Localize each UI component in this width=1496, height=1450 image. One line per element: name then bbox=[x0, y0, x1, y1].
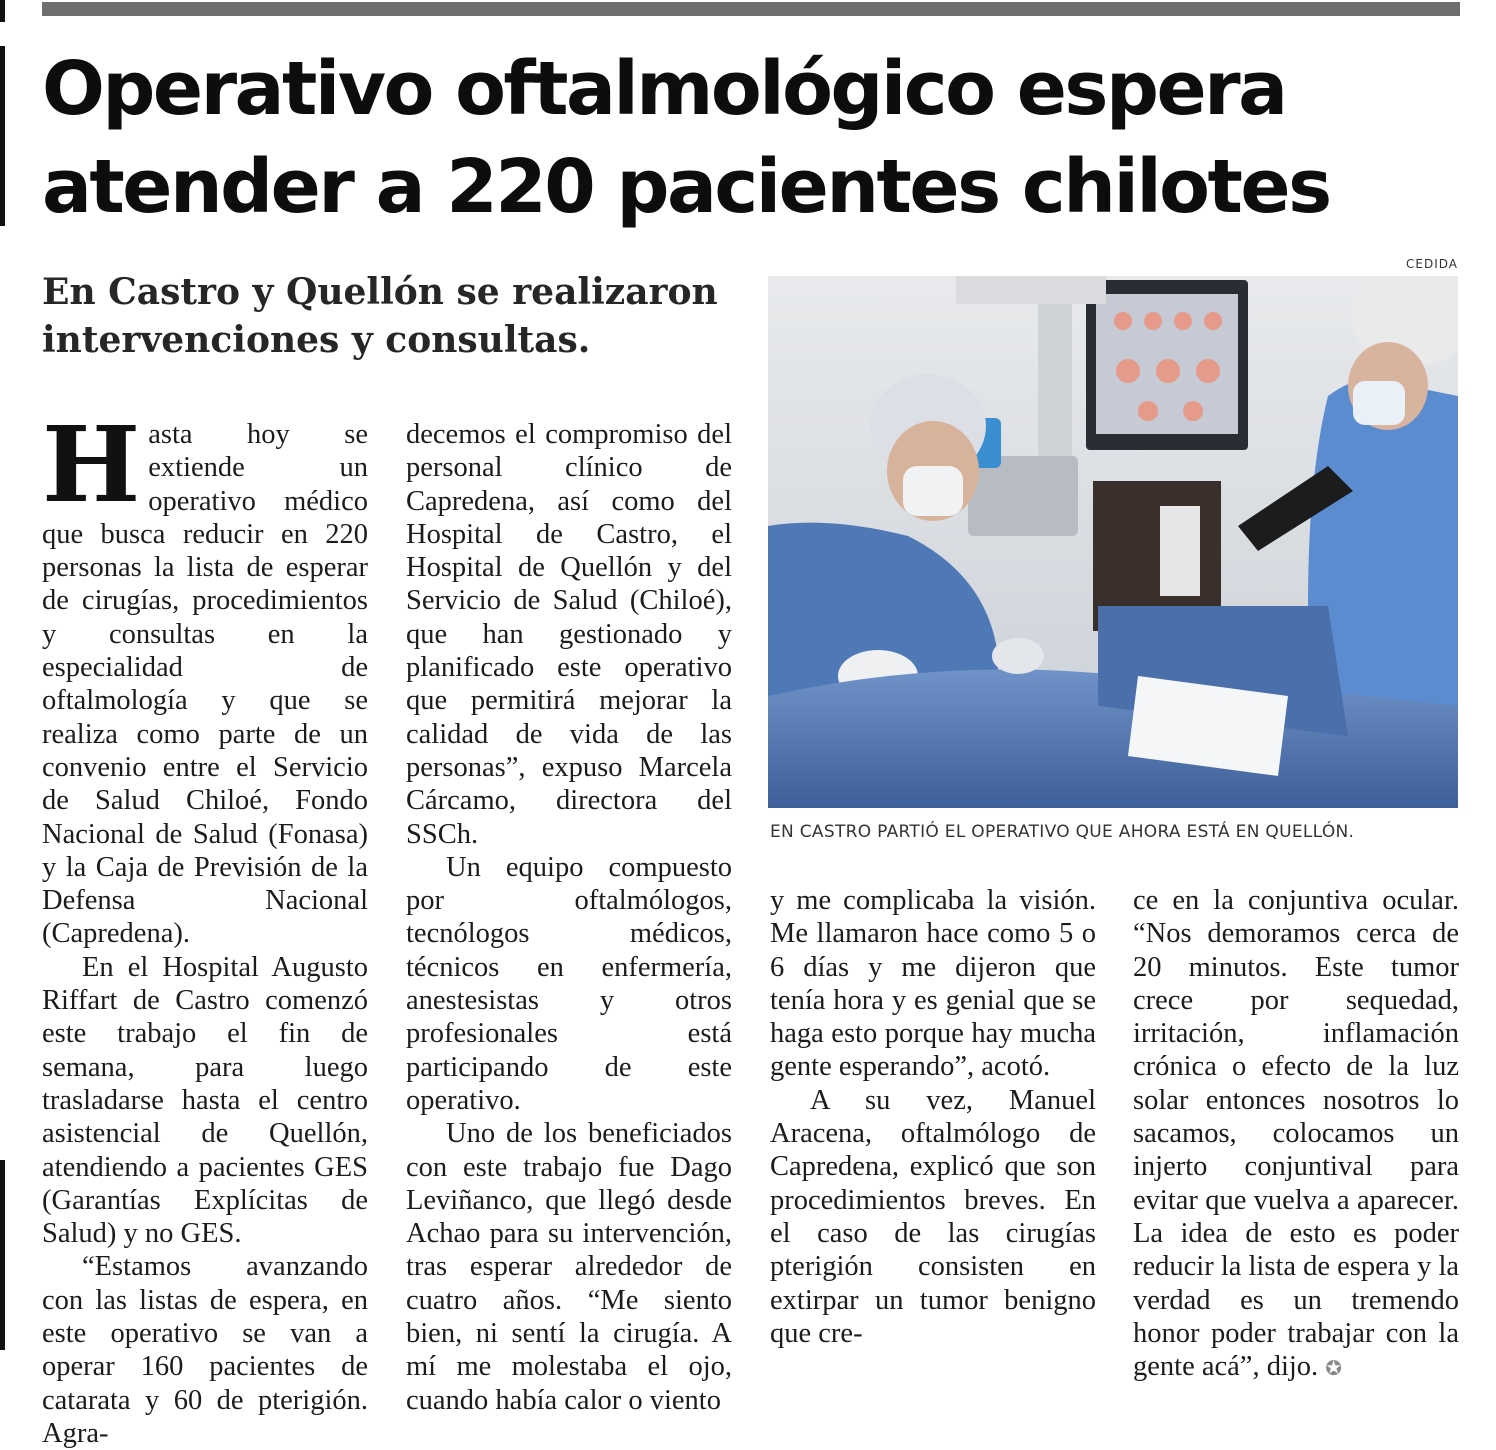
paragraph: y me complicaba la visión. Me llamaron hace como 5 o 6 días y me dijeron que tenía hora y es genial que se haga esto porque hay mucha gente esperando”, acotó. bbox=[770, 885, 1096, 1083]
column-3 bbox=[770, 884, 1096, 1350]
headline: Operativo oftalmológico espera atender a 220 pacientes chilotes bbox=[42, 46, 1330, 230]
paragraph: Un equipo compuesto por oftalmólogos, tecnólogos médicos, técnicos en enfermería, anestesistas y otros profesionales está participando de este operativo. bbox=[406, 851, 732, 1116]
drop-cap: H bbox=[42, 403, 141, 526]
photo-caption: EN CASTRO PARTIÓ EL OPERATIVO QUE AHORA ESTÁ EN QUELLÓN. bbox=[770, 822, 1355, 842]
subheadline: En Castro y Quellón se realizaron intervenciones y consultas. bbox=[42, 271, 718, 361]
paragraph: “Estamos avanzando con las listas de espera, en este operativo se van a operar 160 pacientes de catarata y 60 de pterigión. Agra- bbox=[42, 1251, 368, 1449]
top-rule bbox=[42, 2, 1460, 16]
paragraph: asta hoy se extiende un operativo médico que busca reducir en 220 personas la lista de esperar de cirugías, procedimientos y consultas en la especialidad de oftalmología y que se realiza como parte de un convenio entre el Servicio de Salud Chiloé, Fondo Nacional de Salud (Fonasa) y la Caja de Previsión de la Defensa Nacional (Capredena). bbox=[42, 419, 368, 950]
margin-marker bbox=[0, 46, 5, 226]
article-photo bbox=[768, 276, 1458, 808]
paragraph: decemos el compromiso del personal clínico de Capredena, así como del Hospital de Castro, el Hospital de Quellón y del Servicio de Salud (Chiloé), que han gestionado y planificado este operativo que permitirá mejorar la calidad de vida de las personas”, expuso Marcela Cárcamo, directora del SSCh. bbox=[406, 419, 732, 850]
column-1 bbox=[42, 403, 368, 1450]
column-4 bbox=[1133, 884, 1459, 1385]
margin-marker bbox=[0, 1160, 5, 1350]
column-2 bbox=[406, 418, 732, 1417]
paragraph: ce en la conjuntiva ocular. “Nos demoramos cerca de 20 minutos. Este tumor crece por sequedad, irritación, inflamación crónica o efecto de la luz solar entonces nosotros lo sacamos, colocamos un injerto conjuntival para evitar que vuelva a aparecer. La idea de esto es poder reducir la lista de espera y la verdad es un tremendo honor poder trabajar con la gente acá”, dijo. bbox=[1133, 885, 1460, 1383]
paragraph: A su vez, Manuel Aracena, oftalmólogo de Capredena, explicó que son procedimientos breves. En el caso de las cirugías pterigión consisten en extirpar un tumor benigno que cre- bbox=[770, 1084, 1096, 1349]
photo-credit: CEDIDA bbox=[1406, 257, 1458, 271]
paragraph: En el Hospital Augusto Riffart de Castro comenzó este trabajo el fin de semana, para luego trasladarse hasta el centro asistencial de Quellón, atendiendo a pacientes GES (Garantías Explícitas de Salud) y no GES. bbox=[42, 951, 368, 1250]
surgery-photo-illustration bbox=[768, 276, 1458, 808]
paragraph: Uno de los beneficiados con este trabajo fue Dago Leviñanco, que llegó desde Achao para su intervención, tras esperar alrededor de cuatro años. “Me siento bien, ni sentí la cirugía. A mí me molestaba el ojo, cuando había calor o viento bbox=[406, 1118, 732, 1416]
margin-marker bbox=[0, 0, 5, 22]
end-of-article-icon: ✪ bbox=[1325, 1356, 1343, 1381]
